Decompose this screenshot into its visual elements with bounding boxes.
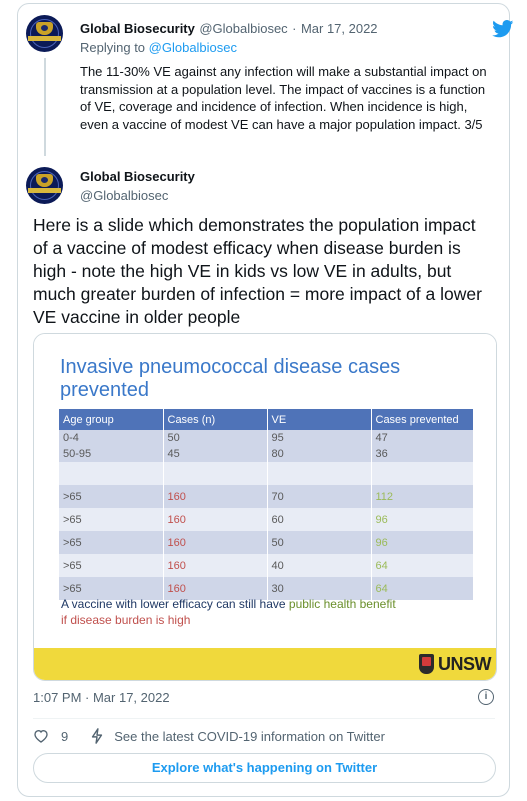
- replying-to: [80, 40, 237, 55]
- table-cell: 50: [163, 430, 267, 446]
- header-cases-prevented: Cases prevented: [371, 409, 474, 430]
- table-cell: 96: [371, 508, 474, 531]
- parent-tweet-text: The 11-30% VE against any infection will make a substantial impact on transmission at a population level. The impact of vaccines is a function of VE, coverage and incidence of infection. When incidence is high, even a vaccine of modest VE can have a major population impact. 3/5: [80, 64, 487, 132]
- table-cell: 40: [267, 554, 371, 577]
- unsw-logo: [419, 653, 491, 675]
- parent-avatar[interactable]: [26, 15, 63, 52]
- avatar-band: [28, 36, 61, 41]
- covid-info-link[interactable]: See the latest COVID-19 information on Twitter: [114, 728, 385, 744]
- table-cell: 95: [267, 430, 371, 446]
- header-ve: VE: [267, 409, 371, 430]
- main-author-handle[interactable]: @Globalbiosec: [80, 188, 169, 203]
- table-cell: 160: [163, 485, 267, 508]
- table-row: [59, 485, 474, 508]
- slide-footer-text: [61, 596, 441, 628]
- tweet-timestamp[interactable]: 1:07 PM · Mar 17, 2022: [33, 690, 170, 705]
- table-cell: [371, 462, 474, 485]
- table-cell: 112: [371, 485, 474, 508]
- footer-part: lower efficacy: [140, 597, 213, 611]
- slide-title: Invasive pneumococcal disease cases prevented: [60, 356, 401, 401]
- table-cell: >65: [59, 485, 163, 508]
- dot-separator: ·: [292, 21, 297, 36]
- footer-part: disease burden: [70, 613, 153, 627]
- table-cell: >65: [59, 554, 163, 577]
- table-cell: 70: [267, 485, 371, 508]
- table-cell: 160: [163, 554, 267, 577]
- divider: [33, 718, 495, 719]
- slide-table: [59, 409, 474, 600]
- header-age-group: Age group: [59, 409, 163, 430]
- table-cell: 45: [163, 446, 267, 462]
- table-cell: 64: [371, 554, 474, 577]
- table-cell: >65: [59, 577, 163, 600]
- twitter-bird-icon[interactable]: [492, 20, 514, 38]
- info-icon[interactable]: i: [478, 689, 494, 705]
- footer-part: if: [61, 613, 71, 627]
- table-cell: [163, 462, 267, 485]
- unsw-logo-text: UNSW: [438, 653, 491, 674]
- table-cell: [267, 462, 371, 485]
- table-cell: 0-4: [59, 430, 163, 446]
- crest-icon: [419, 654, 434, 674]
- table-row: [59, 554, 474, 577]
- table-cell: 80: [267, 446, 371, 462]
- slide-content: [34, 334, 496, 680]
- table-cell: 64: [371, 577, 474, 600]
- table-cell: 30: [267, 577, 371, 600]
- slide-image[interactable]: [33, 333, 497, 681]
- table-cell: >65: [59, 531, 163, 554]
- main-tweet-text: Here is a slide which demonstrates the population impact of a vaccine of modest efficacy when disease burden is high - note the high VE in kids vs low VE in adults, but much greater burden of infection = more impact of a lower VE vaccine in older people: [33, 215, 482, 327]
- main-avatar[interactable]: [26, 167, 63, 204]
- explore-button[interactable]: Explore what's happening on Twitter: [33, 753, 496, 783]
- table-row: [59, 508, 474, 531]
- footer-part: A vaccine with: [61, 597, 141, 611]
- avatar-band: [28, 188, 61, 193]
- like-count[interactable]: 9: [61, 728, 69, 744]
- table-header-row: [59, 409, 474, 430]
- parent-author-handle[interactable]: @Globalbiosec: [199, 21, 288, 36]
- table-cell: 36: [371, 446, 474, 462]
- footer-part: is high: [152, 613, 191, 627]
- table-cell: 50: [267, 531, 371, 554]
- table-cell: [59, 462, 163, 485]
- heart-icon[interactable]: [33, 728, 49, 744]
- replying-handle-link[interactable]: @Globalbiosec: [148, 40, 238, 55]
- main-author-name[interactable]: Global Biosecurity: [80, 169, 195, 184]
- table-cell: 160: [163, 531, 267, 554]
- table-row: [59, 462, 474, 485]
- table-row: [59, 446, 474, 462]
- lightning-icon: [90, 728, 104, 744]
- tweet-card: [17, 3, 510, 797]
- table-cell: >65: [59, 508, 163, 531]
- table-cell: 160: [163, 508, 267, 531]
- table-row: [59, 531, 474, 554]
- table-cell: 60: [267, 508, 371, 531]
- footer-part: can still have: [212, 597, 289, 611]
- thread-line: [44, 58, 46, 156]
- header-cases: Cases (n): [163, 409, 267, 430]
- table-cell: 96: [371, 531, 474, 554]
- table-cell: 47: [371, 430, 474, 446]
- replying-prefix: Replying to: [80, 40, 149, 55]
- parent-header: [80, 20, 378, 38]
- table-cell: 50-95: [59, 446, 163, 462]
- parent-author-name[interactable]: Global Biosecurity: [80, 21, 195, 36]
- table-cell: 160: [163, 577, 267, 600]
- table-row: [59, 430, 474, 446]
- parent-date[interactable]: Mar 17, 2022: [300, 21, 378, 36]
- action-bar: [33, 726, 495, 746]
- footer-part: public health benefit: [288, 597, 396, 611]
- slide-footer-bar: [34, 648, 496, 680]
